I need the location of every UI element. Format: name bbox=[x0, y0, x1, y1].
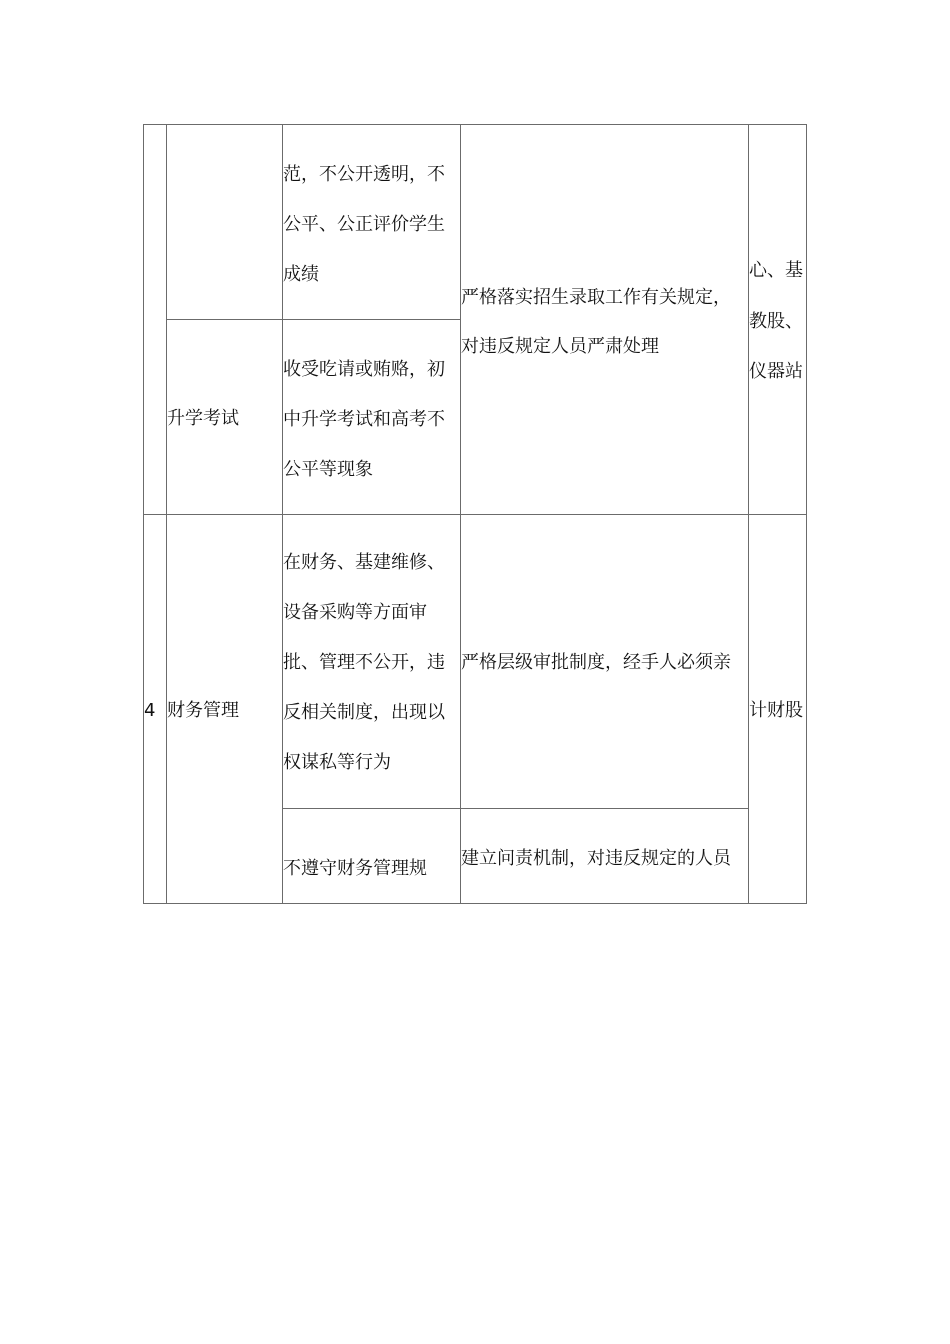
row-number: 4 bbox=[144, 700, 156, 721]
department-line: 心、基 bbox=[749, 260, 803, 281]
column-line-4 bbox=[460, 124, 461, 904]
item-name: 升学考试 bbox=[167, 408, 239, 429]
column-line-1 bbox=[143, 124, 144, 904]
row-divider-lower bbox=[282, 808, 748, 809]
department-line: 仪器站 bbox=[749, 361, 803, 382]
table-top-border bbox=[143, 124, 807, 125]
risk-description-line: 中升学考试和高考不 bbox=[283, 409, 445, 430]
column-line-6 bbox=[806, 124, 807, 904]
department-line: 教股、 bbox=[749, 311, 803, 332]
measure-line: 建立问责机制，对违反规定的人员 bbox=[461, 848, 731, 869]
table-bottom-border bbox=[143, 903, 807, 904]
row-divider-middle bbox=[143, 514, 807, 515]
risk-description-line: 反相关制度，出现以 bbox=[283, 702, 445, 723]
risk-description-line: 公平等现象 bbox=[283, 459, 373, 480]
risk-description-line: 设备采购等方面审 bbox=[283, 602, 427, 623]
risk-description-line: 在财务、基建维修、 bbox=[283, 552, 445, 573]
department-line: 计财股 bbox=[749, 700, 803, 721]
column-line-5 bbox=[748, 124, 749, 904]
item-name: 财务管理 bbox=[167, 700, 239, 721]
measure-line: 严格落实招生录取工作有关规定， bbox=[461, 287, 731, 308]
risk-description-line: 范，不公开透明，不 bbox=[283, 164, 445, 185]
risk-description-line: 权谋私等行为 bbox=[283, 752, 391, 773]
measure-line: 对违反规定人员严肃处理 bbox=[461, 336, 659, 357]
risk-description-line: 批、管理不公开，违 bbox=[283, 652, 445, 673]
row-divider-upper bbox=[166, 319, 460, 320]
risk-description-line: 收受吃请或贿赂，初 bbox=[283, 359, 445, 380]
column-line-2 bbox=[166, 124, 167, 904]
risk-description-line: 公平、公正评价学生 bbox=[283, 214, 445, 235]
measure-line: 严格层级审批制度，经手人必须亲 bbox=[461, 652, 731, 673]
risk-description-line: 成绩 bbox=[283, 264, 319, 285]
risk-description-line: 不遵守财务管理规 bbox=[283, 858, 427, 879]
